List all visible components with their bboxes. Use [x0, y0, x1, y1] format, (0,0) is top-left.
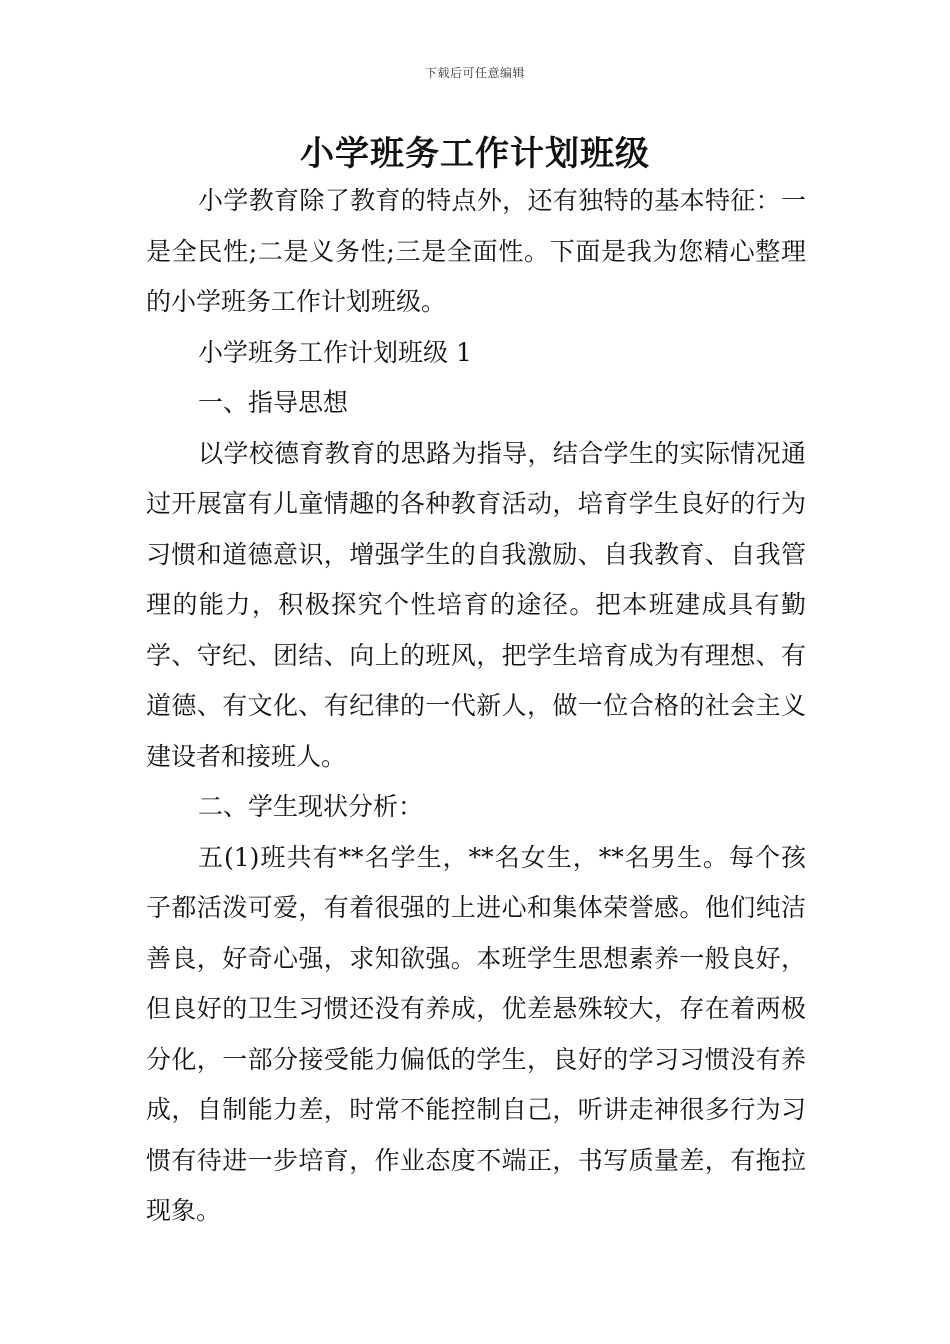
header-note: 下载后可任意编辑: [424, 66, 525, 80]
section-heading-student-analysis: 二、学生现状分析：: [198, 792, 424, 821]
document-title: 小学班务工作计划班级: [300, 134, 650, 174]
section-heading-guiding-thought: 一、指导思想: [198, 388, 349, 417]
paragraph-intro: 小学教育除了教育的特点外，还有独特的基本特征：一是全民性;二是义务性;三是全面性。下面是我为您精心整理的小学班务工作计划班级。: [146, 186, 806, 316]
document-body: [146, 176, 806, 1237]
paragraph-plan-heading: 小学班务工作计划班级 1: [198, 337, 472, 367]
paragraph-student-analysis: 五(1)班共有**名学生，**名女生，**名男生。每个孩子都活泼可爱，有着很强的上进心和集体荣誉感。他们纯洁善良，好奇心强，求知欲强。本班学生思想素养一般良好，但良好的卫生习惯还没有养成，优差悬殊较大，存在着两极分化，一部分接受能力偏低的学生，良好的学习习惯没有养成，自制能力差，时常不能控制自己，听讲走神很多行为习惯有待进一步培育，作业态度不端正，书写质量差，有拖拉现象。: [146, 842, 806, 1225]
paragraph-guiding-thought: 以学校德育教育的思路为指导，结合学生的实际情况通过开展富有儿童情趣的各种教育活动，培育学生良好的行为习惯和道德意识，增强学生的自我激励、自我教育、自我管理的能力，积极探究个性培育的途径。把本班建成具有勤学、守纪、团结、向上的班风，把学生培育成为有理想、有道德、有文化、有纪律的一代新人，做一位合格的社会主义建设者和接班人。: [146, 438, 806, 771]
